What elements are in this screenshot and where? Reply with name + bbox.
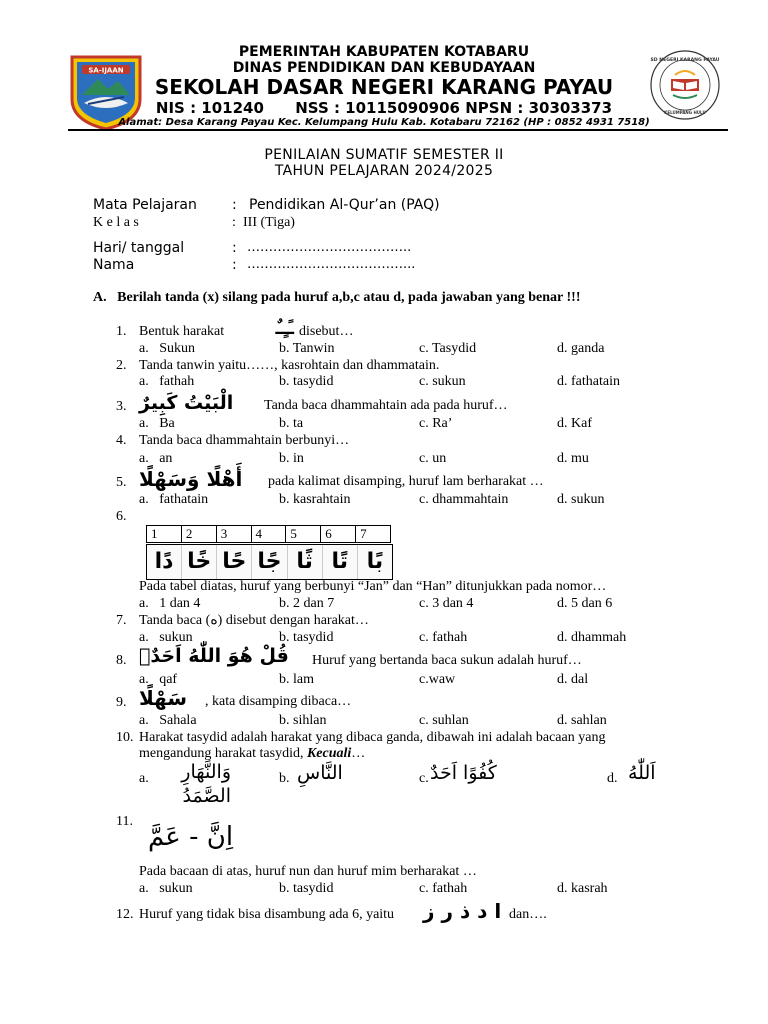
q6-table-cell: 2 (181, 526, 216, 543)
q10-number: 10. (116, 730, 134, 745)
q6-letter: تًا (323, 545, 358, 579)
q6-table-cell: 6 (321, 526, 356, 543)
q1-post: disebut… (299, 324, 354, 339)
q6-letter: جًا (252, 545, 287, 579)
header-line2: DINAS PENDIDIKAN DAN KEBUDAYAAN (232, 60, 536, 76)
q3-option-b[interactable]: b. ta (279, 416, 304, 431)
q4-option-c[interactable]: c. un (419, 451, 447, 466)
q10-exception-word: Kecuali (306, 746, 352, 761)
q10-option-a[interactable]: a. (139, 771, 149, 786)
info-name-sep: : (232, 257, 237, 273)
q2-option-b[interactable]: b. tasydid (279, 374, 334, 389)
info-name-label: Nama (93, 257, 135, 273)
school-address: Alamat: Desa Karang Payau Kec. Kelumpang Hulu Kab. Kotabaru 72162 (HP : 0852 4931 7518) (118, 117, 650, 128)
q11-number: 11. (116, 814, 133, 829)
q3-option-a[interactable]: a. Ba (139, 416, 175, 431)
q10-option-b[interactable]: b. (279, 771, 290, 786)
right-logo-sub: KELUMPANG HULU (664, 110, 706, 115)
info-class-value: III (Tiga) (243, 215, 295, 230)
school-ids: NIS : 101240 NSS : 10115090906 NPSN : 30303373 (155, 99, 613, 117)
q8-post: Huruf yang bertanda baca sukun adalah huruf… (312, 653, 582, 668)
q6-option-b[interactable]: b. 2 dan 7 (279, 596, 335, 611)
q6-table-cell: 3 (216, 526, 251, 543)
q6-letter: بًا (366, 549, 384, 574)
q10-option-a-arabic[interactable]: وَالنَّهَارِ الصَّمَدُ (181, 761, 231, 807)
q9-option-d[interactable]: d. sahlan (557, 713, 607, 728)
q9-number: 9. (116, 695, 127, 710)
q1-option-c[interactable]: c. Tasydid (419, 341, 477, 356)
q6-table-cell: 1 (147, 526, 182, 543)
right-logo (649, 49, 721, 121)
info-date-value[interactable]: ……………………………….. (247, 240, 412, 255)
q11-option-c[interactable]: c. fathah (419, 881, 468, 896)
info-date-label: Hari/ tanggal (93, 240, 185, 256)
q5-arabic: أَهْلًا وَسَهْلًا (139, 467, 243, 491)
q12-post: dan…. (509, 907, 547, 922)
q7-option-b[interactable]: b. tasydid (279, 630, 334, 645)
q11-option-d[interactable]: d. kasrah (557, 881, 608, 896)
q6-letter: حًا (217, 545, 252, 579)
q5-post: pada kalimat disamping, huruf lam berharakat … (268, 474, 544, 489)
q1-option-b[interactable]: b. Tanwin (279, 341, 335, 356)
q1-option-a[interactable]: a. Sukun (139, 341, 195, 356)
q4-text: Tanda baca dhammahtain berbunyi… (139, 433, 350, 448)
q6-letter: ثًا (288, 545, 323, 579)
info-date-sep: : (232, 240, 237, 256)
q10-option-c[interactable]: c. (419, 771, 429, 786)
info-subject-value: Pendidikan Al-Qur’an (PAQ) (249, 197, 440, 213)
q8-option-b[interactable]: b. lam (279, 672, 314, 687)
header-line1: PEMERINTAH KABUPATEN KOTABARU (238, 44, 530, 60)
q7-option-c[interactable]: c. fathah (419, 630, 468, 645)
info-name-value[interactable]: ………………………………... (247, 257, 416, 272)
q7-option-d[interactable]: d. dhammah (557, 630, 627, 645)
q6-option-a[interactable]: a. 1 dan 4 (139, 596, 201, 611)
q4-option-b[interactable]: b. in (279, 451, 304, 466)
q6-text: Pada tabel diatas, huruf yang berbunyi “Jan” dan “Han” ditunjukkan pada nomor… (139, 579, 607, 594)
q2-option-a[interactable]: a. fathah (139, 374, 195, 389)
q6-letter-strip (146, 544, 393, 580)
q6-table-cell: 5 (286, 526, 321, 543)
q4-number: 4. (116, 433, 127, 448)
q1-number: 1. (116, 324, 127, 339)
q6-number-table (146, 525, 391, 543)
q2-option-d[interactable]: d. fathatain (557, 374, 620, 389)
q3-option-c[interactable]: c. Ra’ (419, 416, 453, 431)
q8-option-d[interactable]: d. dal (557, 672, 589, 687)
q10-option-d-arabic[interactable]: اَللّٰهُ (628, 762, 656, 784)
q5-option-b[interactable]: b. kasrahtain (279, 492, 351, 507)
section-a-instruction: A. Berilah tanda (x) silang pada huruf a,b,c atau d, pada jawaban yang benar !!! (93, 290, 581, 305)
q3-option-d[interactable]: d. Kaf (557, 416, 592, 431)
q9-arabic: سَهْلًا (139, 686, 188, 710)
q2-option-c[interactable]: c. sukun (419, 374, 466, 389)
q5-number: 5. (116, 475, 127, 490)
q2-number: 2. (116, 358, 127, 373)
q10-option-d[interactable]: d. (607, 771, 618, 786)
q7-text: Tanda baca (ﻩ) disebut dengan harakat… (139, 613, 369, 628)
q12-number: 12. (116, 907, 134, 922)
q4-option-a[interactable]: a. an (139, 451, 173, 466)
q5-option-c[interactable]: c. dhammahtain (419, 492, 509, 507)
q5-option-d[interactable]: d. sukun (557, 492, 605, 507)
info-class-sep: : (232, 215, 236, 230)
q6-letter: خًا (182, 545, 217, 579)
q9-option-c[interactable]: c. suhlan (419, 713, 469, 728)
info-subject-sep: : (232, 197, 237, 213)
q10-option-c-arabic[interactable]: كُفُوًا اَحَدٌ (430, 762, 497, 784)
q9-option-a[interactable]: a. Sahala (139, 713, 197, 728)
q6-option-c[interactable]: c. 3 dan 4 (419, 596, 474, 611)
q2-text: Tanda tanwin yaitu……, kasrohtain dan dhammatain. (139, 358, 440, 373)
q3-arabic: الْبَيْتُ كَبِيرٌ (139, 392, 234, 414)
right-logo-text: SD NEGERI KARANG PAYAU (650, 58, 720, 63)
q6-table-cell: 7 (356, 526, 391, 543)
q8-option-c[interactable]: c.waw (419, 672, 456, 687)
exam-title-line2: TAHUN PELAJARAN 2024/2025 (274, 163, 494, 179)
q10-option-b-arabic[interactable]: النَّاسِ (297, 762, 343, 784)
q6-option-d[interactable]: d. 5 dan 6 (557, 596, 613, 611)
q8-option-a[interactable]: a. qaf (139, 672, 178, 687)
q5-option-a[interactable]: a. fathatain (139, 492, 209, 507)
q1-option-d[interactable]: d. ganda (557, 341, 605, 356)
q3-number: 3. (116, 399, 127, 414)
q4-option-d[interactable]: d. mu (557, 451, 589, 466)
q12-pre: Huruf yang tidak bisa disambung ada 6, yaitu (139, 907, 395, 922)
q11-text: Pada bacaan di atas, huruf nun dan huruf mim berharakat … (139, 864, 477, 879)
q6-number: 6. (116, 509, 127, 524)
left-logo-text: SA-IJAAN (88, 66, 124, 75)
q11-option-b[interactable]: b. tasydid (279, 881, 334, 896)
q10-text-line2-post: … (351, 746, 366, 761)
info-subject-label: Mata Pelajaran (93, 197, 197, 213)
q1-arabic: ـًـٍـٌ (275, 318, 294, 339)
q1-pre: Bentuk harakat (139, 324, 225, 339)
school-name: SEKOLAH DASAR NEGERI KARANG PAYAU (154, 75, 614, 99)
q9-post: , kata disamping dibaca… (205, 694, 352, 709)
q10-text: Harakat tasydid adalah harakat yang dibaca ganda, dibawah ini adalah bacaan yang (139, 730, 606, 745)
q6-letter: دًا (147, 545, 182, 579)
q9-option-b[interactable]: b. sihlan (279, 713, 327, 728)
q7-number: 7. (116, 613, 127, 628)
q8-arabic: قُلْ هُوَ اللّٰهُ اَحَدٌۚ (139, 645, 289, 667)
q11-option-a[interactable]: a. sukun (139, 881, 193, 896)
q11-arabic: اِنَّ - عَمَّ (148, 822, 234, 852)
q3-post: Tanda baca dhammahtain ada pada huruf… (264, 398, 508, 413)
q12-arabic: ا د ذ ر ز (423, 899, 502, 923)
q6-table-cell: 4 (251, 526, 286, 543)
header-rule (68, 129, 728, 131)
info-class-label: K e l a s (93, 215, 139, 230)
exam-title-line1: PENILAIAN SUMATIF SEMESTER II (264, 147, 504, 163)
q8-number: 8. (116, 653, 127, 668)
q7-option-a[interactable]: a. sukun (139, 630, 193, 645)
q10-text-line2-pre: mengandung harakat tasydid, (139, 746, 307, 761)
